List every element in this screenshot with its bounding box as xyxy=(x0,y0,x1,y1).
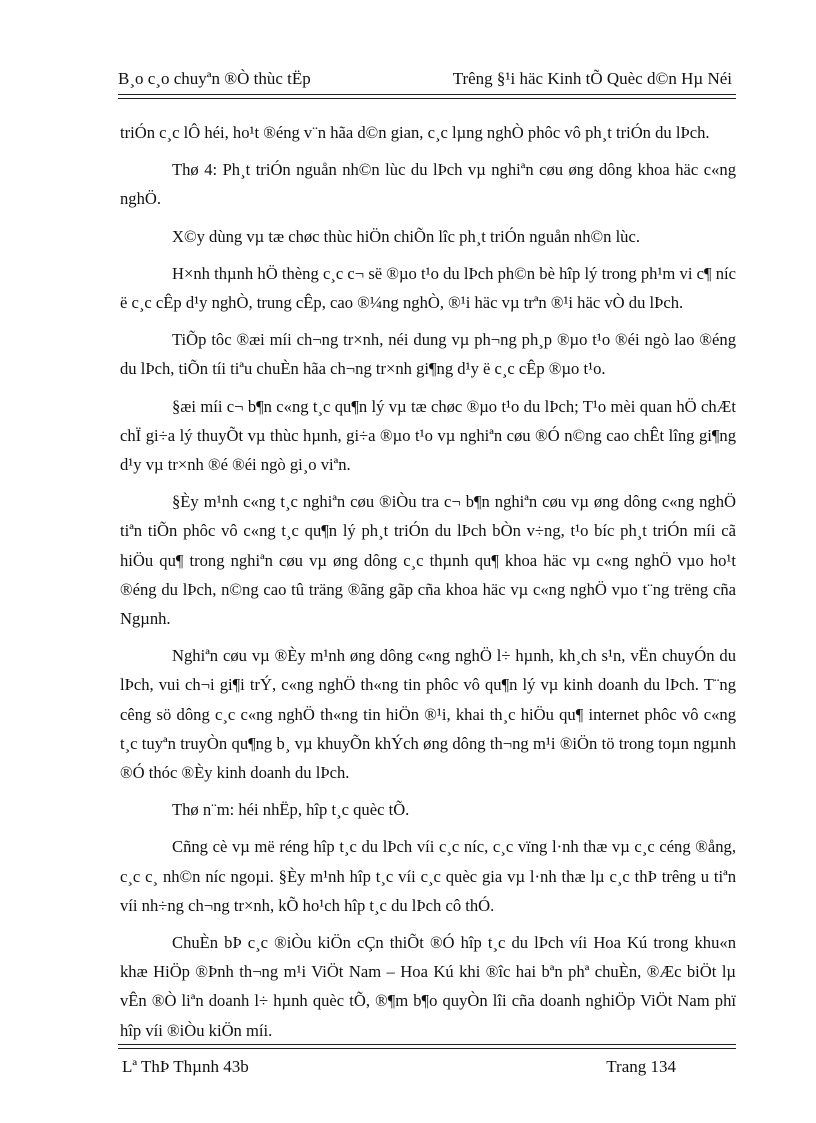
paragraph: X©y dùng vµ tæ chøc thùc hiÖn chiÕn lîc ph¸t triÓn nguån nh©n lùc. xyxy=(172,226,640,246)
paragraph: ChuÈn bÞ c¸c ®iÒu kiÖn cÇn thiÕt ®Ó hîp t¸c du lÞch víi Hoa Kú trong khu«n khæ HiÖp ®Þnh th¬ng m¹i ViÖt Nam – Hoa Kú khi ®îc hai bªn phª chuÈn, ®Æc biÖt lµ vÊn ®Ò liªn doanh l÷ hµnh quèc tÕ, ®¶m b¶o quyÒn lîi cña doanh nghiÖp ViÖt Nam phï hîp víi ®iÒu kiÖn míi. xyxy=(120,933,736,1040)
paragraph-continuation: triÓn c¸c lÔ héi, ho¹t ®éng v¨n hãa d©n gian, c¸c lµng nghÒ phôc vô ph¸t triÓn du lÞch. xyxy=(120,123,710,142)
header-university-name: Trêng §¹i häc Kinh tÕ Quèc d©n Hµ Néi xyxy=(452,69,732,88)
paragraph: TiÕp tôc ®æi míi ch¬ng tr×nh, néi dung vµ ph¬ng ph¸p ®µo t¹o ®éi ngò lao ®éng du lÞch, tiÕn tíi tiªu chuÈn hãa ch¬ng tr×nh gi¶ng d¹y ë c¸c cÊp ®µo t¹o. xyxy=(120,330,736,379)
paragraph-item-4-heading: Thø 4: Ph¸t triÓn nguån nh©n lùc du lÞch vµ nghiªn cøu øng dông khoa häc c«ng nghÖ. xyxy=(120,160,736,209)
paragraph-item-5-heading: Thø n¨m: héi nhËp, hîp t¸c quèc tÕ. xyxy=(172,800,410,820)
paragraph: §æi míi c¬ b¶n c«ng t¸c qu¶n lý vµ tæ chøc ®µo t¹o du lÞch; T¹o mèi quan hÖ chÆt chÏ gi÷a lý thuyÕt vµ thùc hµnh, gi÷a ®µo t¹o vµ nghiªn cøu ®Ó n©ng cao chÊt lîng gi¶ng d¹y vµ tr×nh ®é ®éi ngò gi¸o viªn. xyxy=(120,396,736,475)
footer-divider xyxy=(118,1044,736,1049)
page-header xyxy=(118,64,736,92)
document-body xyxy=(120,118,736,1053)
page-footer xyxy=(118,1054,736,1082)
footer-author: Lª ThÞ Thµnh 43b xyxy=(122,1057,249,1076)
header-report-title: B¸o c¸o chuyªn ®Ò thùc tËp xyxy=(118,69,311,88)
paragraph: Nghiªn cøu vµ ®Èy m¹nh øng dông c«ng nghÖ l÷ hµnh, kh¸ch s¹n, vËn chuyÓn du lÞch, vui ch¬i gi¶i trÝ, c«ng nghÖ th«ng tin phôc vô qu¶n lý vµ kinh doanh du lÞch. T¨ng cêng sö dông c¸c c«ng nghÖ th«ng tin hiÖn ®¹i, khai th¸c hiÖu qu¶ internet phôc vô c«ng t¸c tuyªn truyÒn qu¶ng b¸ vµ khuyÕn khÝch øng dông th¬ng m¹i ®iÖn tö trong toµn ngµnh ®Ó thóc ®Èy kinh doanh du lÞch. xyxy=(120,646,736,783)
header-divider xyxy=(118,94,736,99)
paragraph: H×nh thµnh hÖ thèng c¸c c¬ së ®µo t¹o du lÞch ph©n bè hîp lý trong ph¹m vi c¶ níc ë c¸c cÊp d¹y nghÒ, trung cÊp, cao ®¼ng nghÒ, ®¹i häc vµ trªn ®¹i häc vÒ du lÞch. xyxy=(120,263,736,313)
paragraph: Cñng cè vµ më réng hîp t¸c du lÞch víi c¸c níc, c¸c vïng l·nh thæ vµ c¸c céng ®ång, c¸c c¸ nh©n níc ngoµi. §Èy m¹nh hîp t¸c víi c¸c quèc gia vµ l·nh thæ lµ c¸c thÞ trêng u tiªn víi nh÷ng ch¬ng tr×nh, kÕ ho¹ch hîp t¸c du lÞch cô thÓ. xyxy=(120,837,736,915)
page-number: Trang 134 xyxy=(606,1057,676,1076)
paragraph: §Èy m¹nh c«ng t¸c nghiªn cøu ®iÒu tra c¬ b¶n nghiªn cøu vµ øng dông c«ng nghÖ tiªn tiÕn phôc vô c«ng t¸c qu¶n lý ph¸t triÓn du lÞch bÒn v÷ng, t¹o bíc ph¸t triÓn míi cã hiÖu qu¶ trong nghiªn cøu vµ øng dông c¸c thµnh qu¶ khoa häc vµ c«ng nghÖ vµo ho¹t ®éng du lÞch, n©ng cao tû träng ®ãng gãp cña khoa häc vµ c«ng nghÖ vµo t¨ng trëng cña Ngµnh. xyxy=(120,492,736,629)
